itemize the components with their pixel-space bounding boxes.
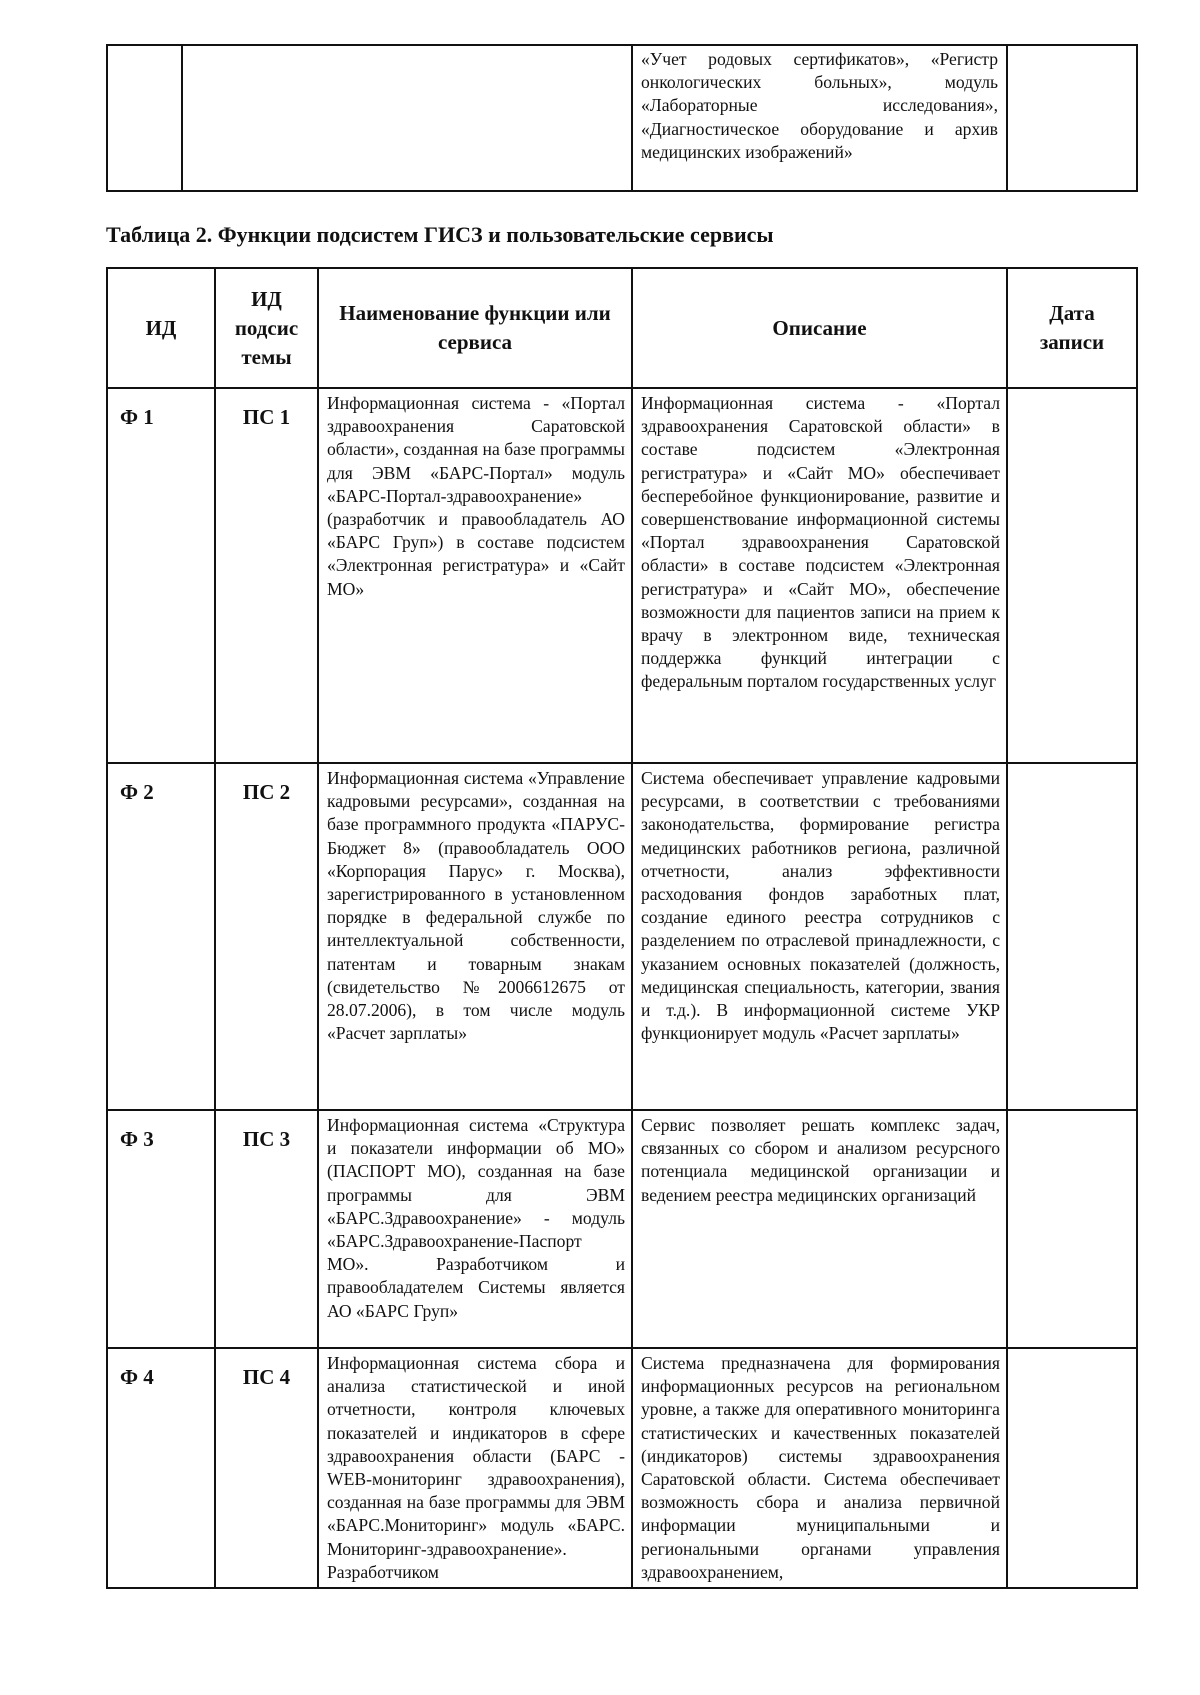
- function-id: Ф 3: [107, 1110, 215, 1348]
- function-name: Информационная система - «Портал здравоохранения Саратовской области», созданная на базе программы для ЭВМ «БАРС-Портал» модуль «БАРС-Портал-здравоохранение» (разработчик и правообладатель АО «БАРС Груп») в составе подсистем «Электронная регистратура» и «Сайт МО»: [318, 388, 632, 763]
- record-date: [1007, 763, 1137, 1110]
- function-description: Информационная система - «Портал здравоохранения Саратовской области» в составе подсистем «Электронная регистратура» и «Сайт МО» обеспечивает бесперебойное функционирование, развитие и совершенствование информационной системы «Портал здравоохранения Саратовской области» в составе подсистем «Электронная регистратура» и «Сайт МО», обеспечение возможности для пациентов записи на прием к врачу в электронном виде, техническая поддержка функций интеграции с федеральным порталом государственных услуг: [632, 388, 1007, 763]
- functions-table: [106, 267, 1138, 1589]
- record-date: [1007, 1348, 1137, 1588]
- table-row: [107, 1348, 1137, 1588]
- table-row: [107, 1110, 1137, 1348]
- header-name: Наименование функции или сервиса: [318, 268, 632, 388]
- table-row: [107, 45, 1137, 191]
- subsystem-id: ПС 4: [215, 1348, 318, 1588]
- function-id: Ф 2: [107, 763, 215, 1110]
- function-name: Информационная система сбора и анализа статистической и иной отчетности, контроля ключевых показателей и индикаторов в сфере здравоохранения области (БАРС - WEB-мониторинг здравоохранения), созданная на базе программы для ЭВМ «БАРС.Мониторинг» модуль «БАРС. Мониторинг-здравоохранение». Разработчиком: [318, 1348, 632, 1588]
- table-row: [107, 763, 1137, 1110]
- name-cell: [182, 45, 632, 191]
- header-row: [107, 268, 1137, 388]
- subsystem-id: ПС 1: [215, 388, 318, 763]
- function-id: Ф 4: [107, 1348, 215, 1588]
- header-date: Дата записи: [1007, 268, 1137, 388]
- table-row: [107, 388, 1137, 763]
- function-id: Ф 1: [107, 388, 215, 763]
- table-caption: Таблица 2. Функции подсистем ГИСЗ и пользовательские сервисы: [106, 222, 774, 247]
- function-description: Система предназначена для формирования информационных ресурсов на региональном уровне, а также для оперативного мониторинга статистических и качественных показателей (индикаторов) системы здравоохранения Саратовской области. Система обеспечивает возможность сбора и анализа первичной информации муниципальными и региональными органами управления здравоохранением,: [632, 1348, 1007, 1588]
- record-date: [1007, 1110, 1137, 1348]
- id-cell: [107, 45, 182, 191]
- subsystem-id: ПС 3: [215, 1110, 318, 1348]
- record-date: [1007, 388, 1137, 763]
- function-name: Информационная система «Управление кадровыми ресурсами», созданная на базе программного продукта «ПАРУС-Бюджет 8» (правообладатель ООО «Корпорация Парус» г. Москва), зарегистрированного в установленном порядке в федеральной службе по интеллектуальной собственности, патентам и товарным знакам (свидетельство №2006612675 от 28.07.2006), в том числе модуль «Расчет зарплаты»: [318, 763, 632, 1110]
- date-cell: [1007, 45, 1137, 191]
- function-name: Информационная система «Структура и показатели информации об МО» (ПАСПОРТ МО), созданная на базе программы для ЭВМ «БАРС.Здравоохранение» - модуль «БАРС.Здравоохранение-Паспорт МО». Разработчиком и правообладателем Системы является АО «БАРС Груп»: [318, 1110, 632, 1348]
- function-description: Сервис позволяет решать комплекс задач, связанных со сбором и анализом ресурсного потенциала медицинской организации и ведением реестра медицинских организаций: [632, 1110, 1007, 1348]
- header-description: Описание: [632, 268, 1007, 388]
- subsystem-id: ПС 2: [215, 763, 318, 1110]
- header-subsystem: ИД подсис темы: [215, 268, 318, 388]
- header-id: ИД: [107, 268, 215, 388]
- function-description: Система обеспечивает управление кадровыми ресурсами, в соответствии с требованиями законодательства, формирование регистра медицинских работников региона, различной отчетности, анализ эффективности расходования фондов заработных плат, создание единого реестра сотрудников с разделением по отраслевой принадлежности, с указанием основных показателей (должность, медицинская специальность, категории, звания и т.д.). В информационной системе УКР функционирует модуль «Расчет зарплаты»: [632, 763, 1007, 1110]
- description-cell: «Учет родовых сертификатов», «Регистр онкологических больных», модуль «Лабораторные исследования», «Диагностическое оборудование и архив медицинских изображений»: [632, 45, 1007, 191]
- continuation-table: [106, 44, 1138, 192]
